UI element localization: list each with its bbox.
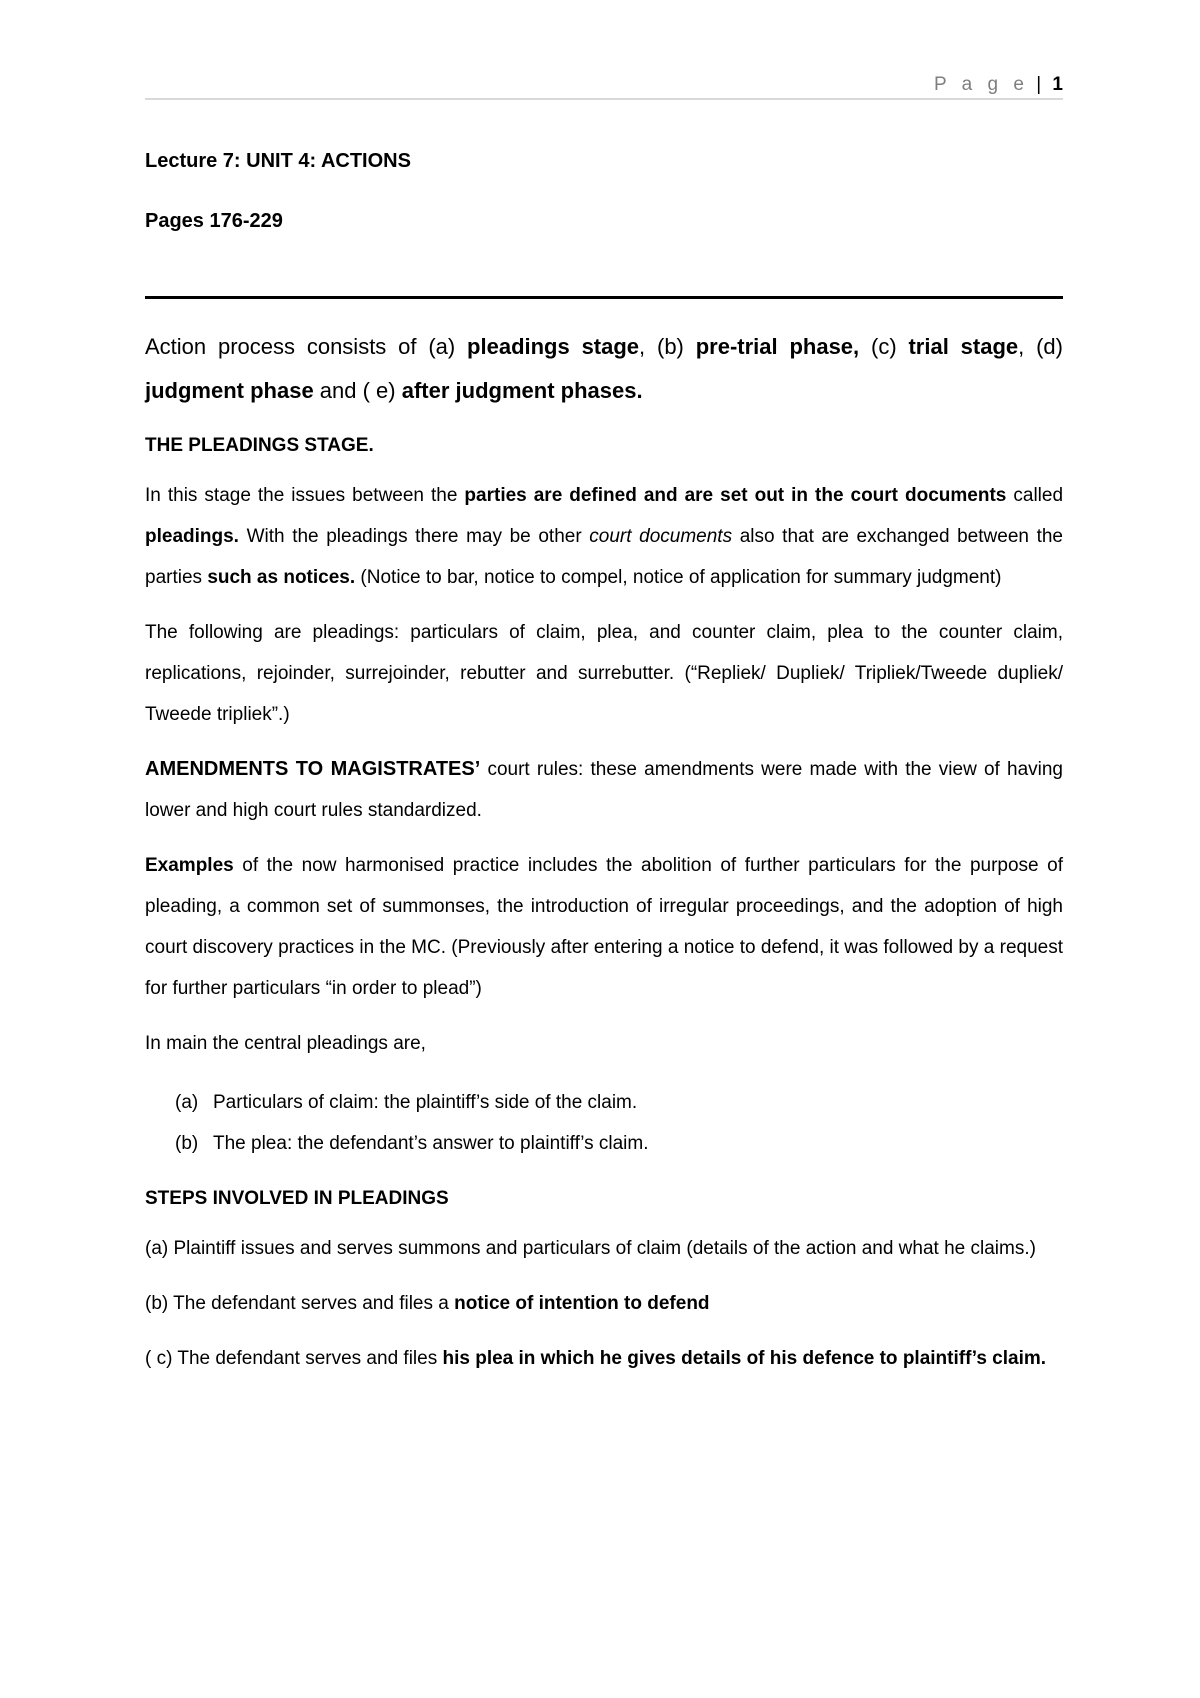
para1-text-5: (Notice to bar, notice to compel, notice of application for summary judgment): [355, 567, 1002, 588]
page-separator: |: [1036, 74, 1042, 95]
step-b-text: (b) The defendant serves and files a: [145, 1293, 455, 1314]
examples-label: Examples: [145, 855, 234, 876]
step-c-text: ( c) The defendant serves and files: [145, 1348, 443, 1369]
intro-text-3: (c): [859, 334, 909, 359]
intro-bold-2: pre-trial phase,: [695, 334, 860, 359]
page-header: [145, 74, 1063, 100]
examples-text: of the now harmonised practice includes the abolition of further particulars for the purpose of pleading, a common set of summonses, the introduction of irregular proceedings, and the adoption of high court discovery practices in the MC. (Previously after entering a notice to defend, it was followed by a request for further particulars “in order to plead”): [145, 855, 1063, 999]
amendments-heading: AMENDMENTS TO MAGISTRATES’: [145, 758, 481, 780]
intro-bold-3: trial stage: [908, 334, 1019, 359]
lecture-title: Lecture 7: UNIT 4: ACTIONS: [145, 150, 411, 172]
examples-paragraph: [145, 845, 1063, 1009]
intro-bold-4: judgment phase: [145, 378, 314, 403]
intro-bold-1: pleadings stage: [467, 334, 640, 359]
steps-heading: STEPS INVOLVED IN PLEADINGS: [145, 1188, 449, 1209]
intro-text-4: , (d): [1018, 334, 1063, 359]
document-body: [145, 146, 1063, 1379]
section-divider: [145, 296, 1063, 299]
header-rule: [145, 98, 1063, 100]
amendments-paragraph: [145, 749, 1063, 831]
central-pleadings-list: [145, 1082, 1063, 1164]
pleadings-heading: THE PLEADINGS STAGE.: [145, 435, 374, 456]
pleadings-paragraph: [145, 475, 1063, 598]
step-c: [145, 1338, 1063, 1379]
step-b: [145, 1283, 1063, 1324]
intro-text-1: Action process consists of (a): [145, 334, 468, 359]
intro-text-2: , (b): [639, 334, 696, 359]
intro-paragraph: [145, 325, 1063, 413]
para1-bold-3: such as notices.: [207, 567, 356, 588]
step-a: (a) Plaintiff issues and serves summons and particulars of claim (details of the action and what he claims.): [145, 1238, 1036, 1259]
intro-text-5: and ( e): [313, 378, 402, 403]
list-item: [175, 1082, 1063, 1123]
step-b-bold: notice of intention to defend: [454, 1293, 710, 1314]
list-item-label: (a): [175, 1092, 199, 1113]
intro-bold-5: after judgment phases.: [401, 378, 643, 403]
step-c-bold: his plea in which he gives details of his defence to plaintiff’s claim.: [442, 1348, 1047, 1369]
para1-bold-1: parties are defined and are set out in the court documents: [464, 485, 1007, 506]
para1-text-2: called: [1006, 485, 1064, 506]
para1-text-1: In this stage the issues between the: [145, 485, 465, 506]
list-item: [175, 1123, 1063, 1164]
amendments-text: court rules: these amendments were made with the view of having lower and high court rules standardized.: [145, 759, 1063, 821]
list-item-text: The plea: the defendant’s answer to plaintiff’s claim.: [213, 1133, 649, 1154]
page-number: 1: [1052, 74, 1063, 95]
list-item-label: (b): [175, 1133, 199, 1154]
para1-bold-2: pleadings.: [145, 526, 239, 547]
pages-range: Pages 176-229: [145, 210, 283, 232]
para1-text-4: also that are exchanged between the parties: [145, 526, 1063, 588]
page-label: P a g e: [934, 74, 1029, 95]
central-pleadings-intro: In main the central pleadings are,: [145, 1033, 426, 1054]
para1-text-3: With the pleadings there may be other: [238, 526, 590, 547]
pleadings-list-paragraph: The following are pleadings: particulars of claim, plea, and counter claim, plea to the counter claim, replications, rejoinder, surrejoinder, rebutter and surrebutter. (“Repliek/ Dupliek/ Tripliek/Tweede dupliek/ Tweede tripliek”.): [145, 622, 1063, 725]
list-item-text: Particulars of claim: the plaintiff’s side of the claim.: [213, 1092, 638, 1113]
para1-italic-1: court documents: [589, 526, 733, 547]
